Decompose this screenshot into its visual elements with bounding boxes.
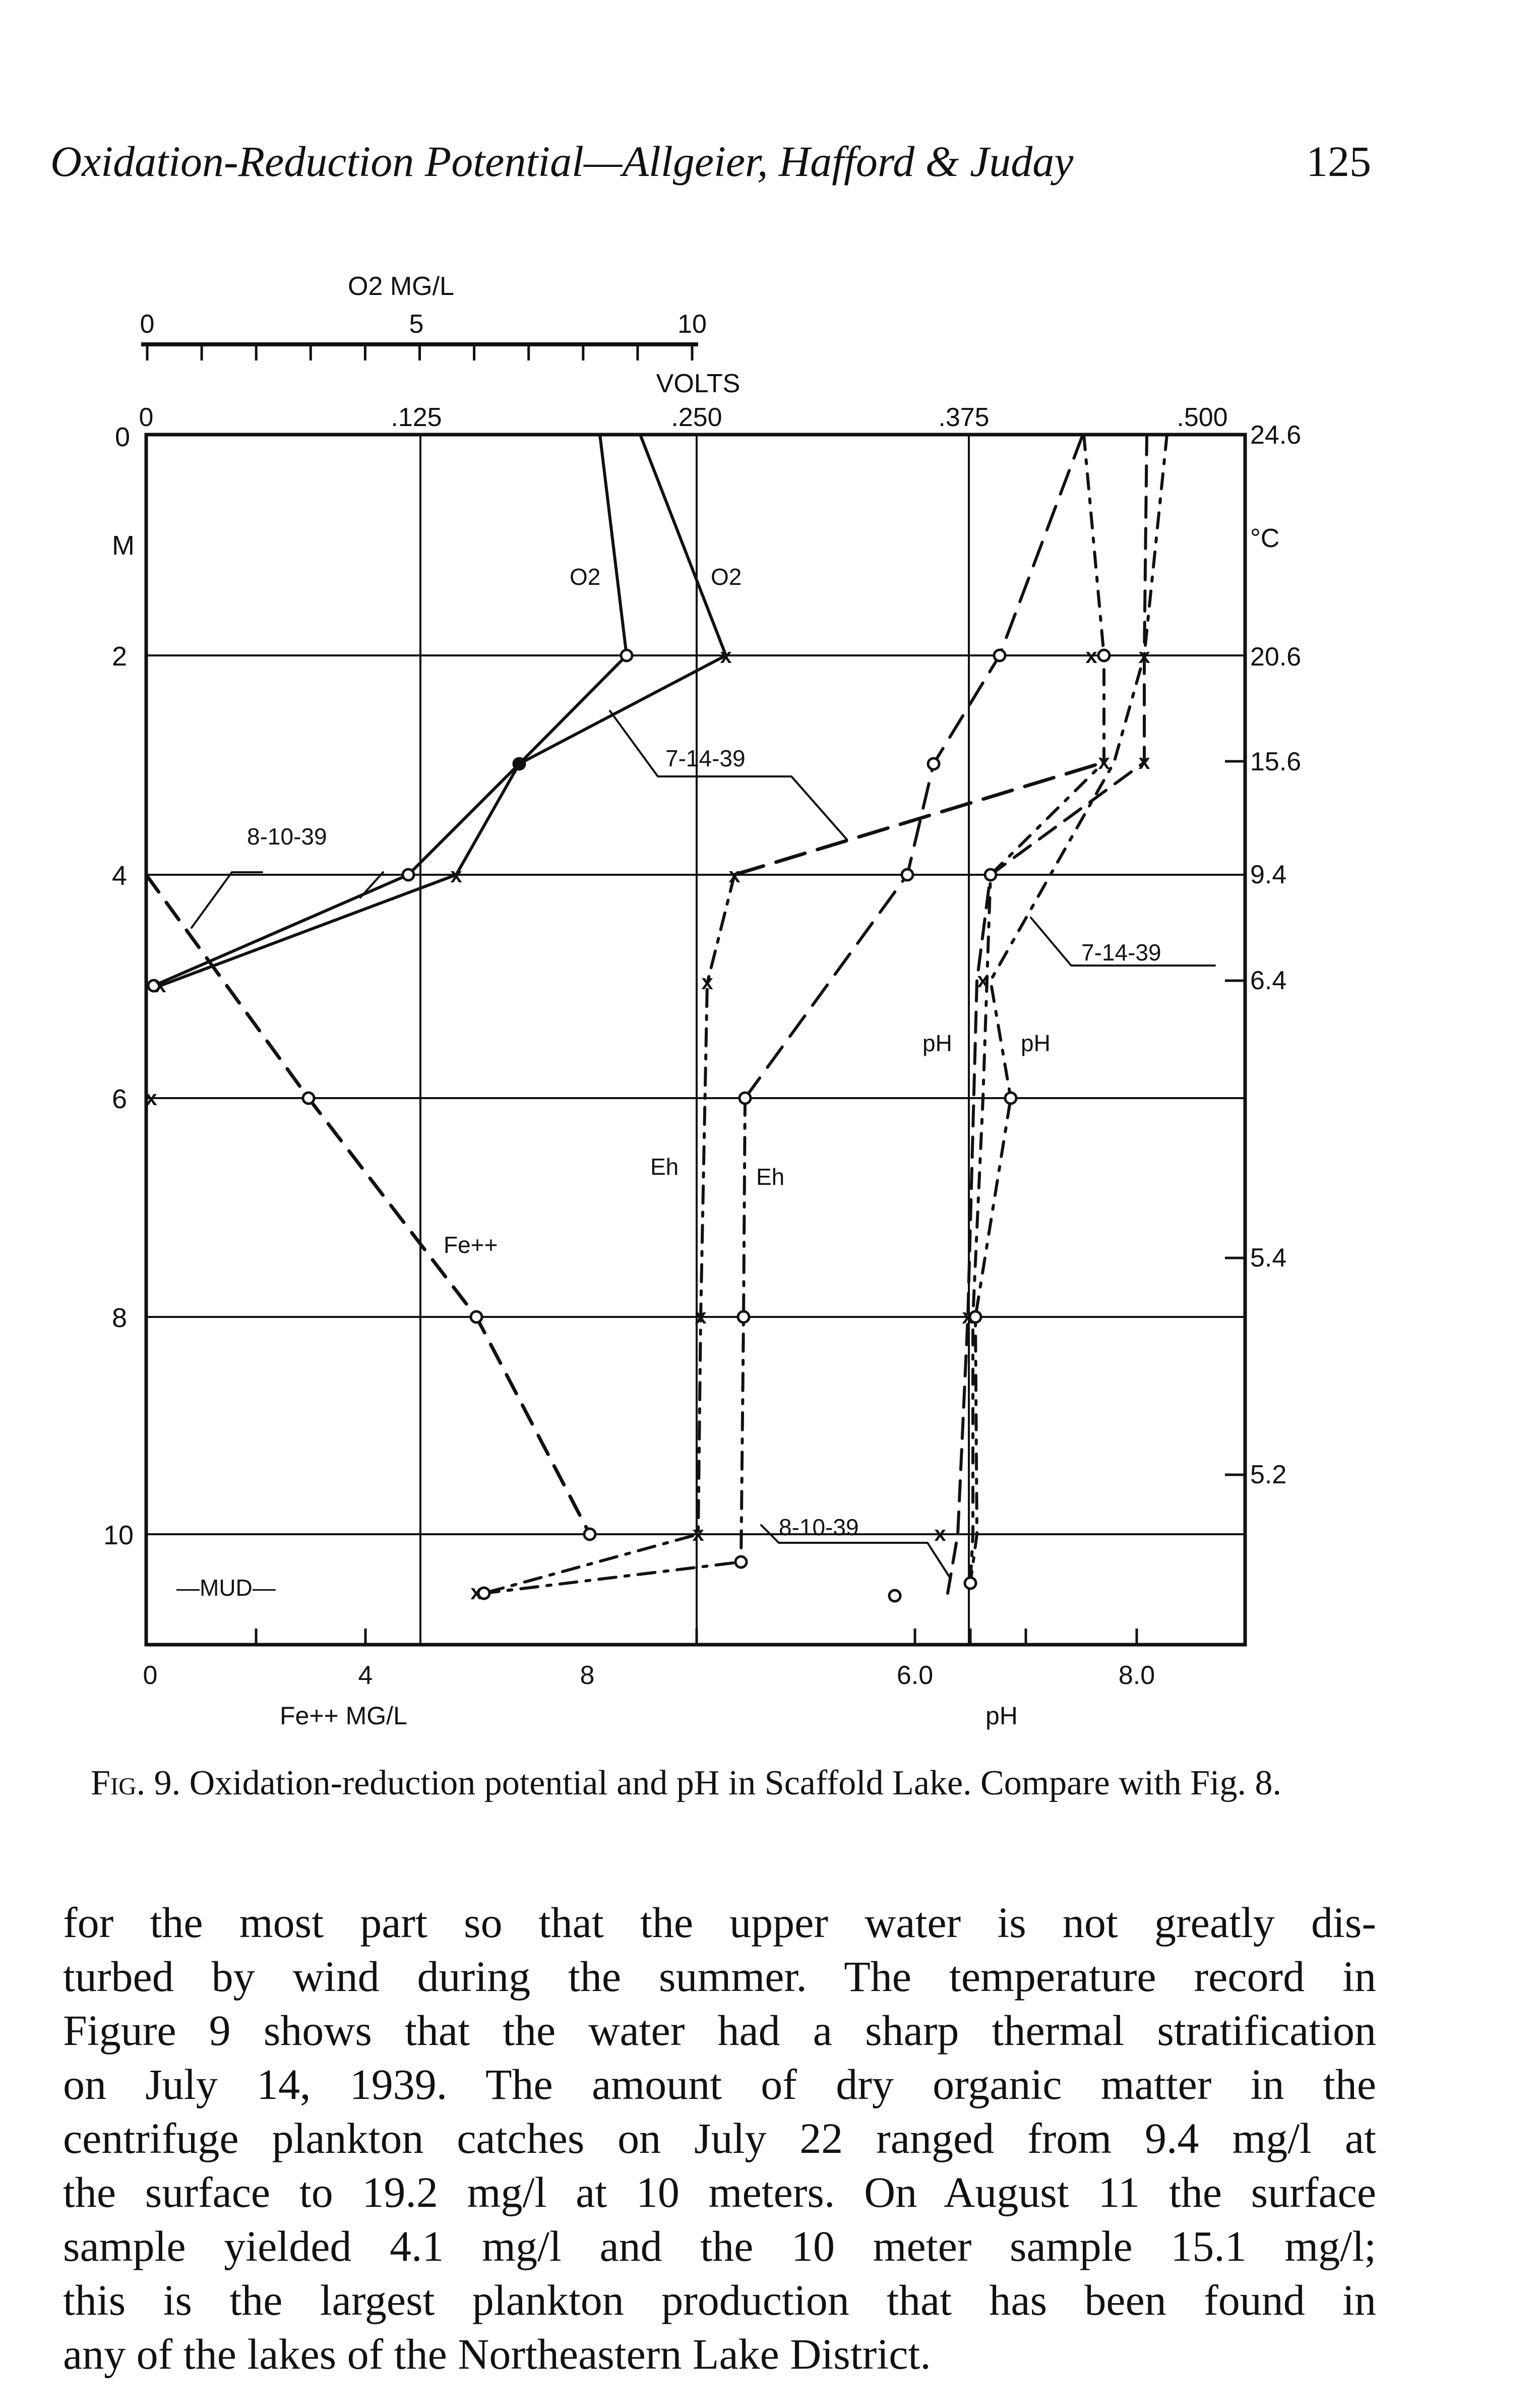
label-ph-left: pH <box>922 1030 952 1056</box>
marker-x: x <box>692 1522 704 1545</box>
marker-x: x <box>470 1580 482 1604</box>
leader-7-14-39-upper <box>610 711 847 839</box>
body-line: Figure 9 shows that the water had a sharp thermal stratification <box>63 2006 1376 2055</box>
marker-o <box>735 1556 747 1568</box>
volts-tick-125: .125 <box>391 403 442 432</box>
temp-5-2: 5.2 <box>1250 1460 1287 1489</box>
body-paragraph <box>63 1896 1376 2381</box>
marker-o <box>471 1311 482 1322</box>
caption-text: Oxidation-reduction potential and pH in Scaffold Lake. Compare with Fig. 8. <box>189 1764 1281 1802</box>
label-date-july-upper: 7-14-39 <box>665 745 746 771</box>
marker-x: x <box>145 1086 157 1110</box>
temp-unit: °C <box>1250 524 1280 553</box>
label-eh-left: Eh <box>650 1154 679 1180</box>
volts-tick-375: .375 <box>938 403 990 432</box>
volts-label: VOLTS <box>656 369 741 398</box>
label-mud: —MUD— <box>176 1575 276 1601</box>
o2-tick-5: 5 <box>409 310 424 339</box>
marker-o <box>928 758 939 769</box>
o2-curve-july <box>154 435 627 986</box>
marker-o <box>889 1590 900 1601</box>
fe-tick-0: 0 <box>143 1661 158 1690</box>
marker-o <box>403 869 414 880</box>
label-date-aug-upper: 8-10-39 <box>247 823 327 850</box>
o2-curve-august <box>160 435 726 986</box>
o2-scale-label: O2 MG/L <box>348 272 454 301</box>
fe-tick-8: 8 <box>580 1661 595 1690</box>
body-line: turbed by wind during the summer. The temperature record in <box>63 1952 1376 2001</box>
marker-o <box>738 1311 749 1322</box>
fe-scale-label: Fe++ MG/L <box>280 1702 407 1730</box>
depth-tick-10: 10 <box>103 1520 134 1550</box>
marker-x: x <box>962 1304 974 1328</box>
leader-8-10-39-upper <box>192 872 262 928</box>
ph-curve-july <box>970 435 1104 1583</box>
page-number: 125 <box>1306 137 1371 186</box>
label-eh-right: Eh <box>756 1164 785 1190</box>
o2-scale-ticks <box>147 344 692 360</box>
marker-x: x <box>1138 750 1150 773</box>
marker-o <box>965 1578 976 1589</box>
marker-x: x <box>1085 644 1097 668</box>
marker-x: x <box>977 968 989 992</box>
plot-frame <box>146 435 1245 1645</box>
x-markers <box>145 644 1150 1604</box>
body-line: centrifuge plankton catches on July 22 ranged from 9.4 mg/l at <box>63 2114 1376 2162</box>
marker-x: x <box>720 644 732 668</box>
marker-x: x <box>701 970 713 994</box>
marker-x: x <box>934 1522 946 1545</box>
temp-15-6: 15.6 <box>1250 747 1302 776</box>
marker-o <box>902 869 913 880</box>
running-title: Oxidation-Reduction Potential—Allgeier, Hafford & Juday <box>50 137 1074 186</box>
volts-tick-0: 0 <box>139 403 154 432</box>
depth-tick-8: 8 <box>112 1303 128 1333</box>
marker-o <box>1098 650 1110 661</box>
curves <box>146 435 1215 1593</box>
body-line: sample yielded 4.1 mg/l and the 10 meter sample 15.1 mg/l; <box>63 2222 1376 2270</box>
marker-o <box>740 1093 751 1104</box>
curve-dashed-upper <box>745 435 1083 1098</box>
marker-o <box>994 650 1005 661</box>
body-line: on July 14, 1939. The amount of dry organic matter in the <box>63 2060 1376 2109</box>
label-fe: Fe++ <box>444 1232 498 1258</box>
eh-curve-august <box>484 1098 745 1593</box>
depth-tick-6: 6 <box>112 1084 128 1114</box>
volts-tick-250: .250 <box>671 403 722 432</box>
depth-axis <box>103 422 135 1550</box>
marker-x: x <box>1138 644 1150 668</box>
fe-tick-4: 4 <box>358 1661 373 1690</box>
temp-9-4: 9.4 <box>1250 860 1287 889</box>
label-o2-right: O2 <box>711 564 742 590</box>
figure-caption <box>91 1762 1371 1804</box>
marker-x: x <box>695 1304 707 1328</box>
marker-x: x <box>450 863 462 887</box>
label-ph-right: pH <box>1021 1030 1051 1056</box>
annotations <box>176 564 1161 1601</box>
marker-x: x <box>728 863 741 887</box>
ph-tick-8: 8.0 <box>1118 1661 1155 1690</box>
body-line: for the most part so that the upper water is not greatly dis- <box>63 1898 1376 1947</box>
fe-scale-ticks <box>256 1629 1137 1645</box>
depth-tick-2: 2 <box>112 641 128 672</box>
volts-tick-500: .500 <box>1177 403 1228 432</box>
label-o2-left: O2 <box>570 564 601 590</box>
ph-tick-6: 6.0 <box>896 1661 934 1690</box>
ph-scale-label: pH <box>985 1702 1018 1730</box>
body-line: the surface to 19.2 mg/l at 10 meters. On August 11 the surface <box>63 2168 1376 2216</box>
o2-tick-10: 10 <box>677 310 707 339</box>
marker-o <box>621 650 632 661</box>
volts-scale <box>139 369 1228 432</box>
label-date-aug-bottom: 8-10-39 <box>779 1514 859 1540</box>
o2-tick-0: 0 <box>140 310 155 339</box>
marker-o <box>1005 1093 1016 1104</box>
temperature-scale <box>1225 420 1301 1489</box>
marker-o <box>303 1093 314 1104</box>
marker-x: x <box>154 973 166 997</box>
temp-24-6: 24.6 <box>1250 420 1302 450</box>
temp-20-6: 20.6 <box>1250 642 1302 672</box>
marker-dot <box>514 758 525 769</box>
depth-tick-0: 0 <box>115 422 131 452</box>
body-line: any of the lakes of the Northeastern Lake District. <box>63 2330 931 2378</box>
leader-8-10-39-upper-b <box>360 872 383 897</box>
ph-curve-august <box>970 435 1167 1583</box>
marker-o <box>584 1529 595 1540</box>
caption-label: Fig. 9. <box>91 1764 181 1802</box>
depth-unit: M <box>112 530 135 561</box>
markers <box>148 650 1110 1601</box>
o2-scale <box>140 272 707 360</box>
body-line: this is the largest plankton production that has been found in <box>63 2276 1376 2324</box>
marker-x: x <box>1098 750 1110 773</box>
temp-6-4: 6.4 <box>1250 966 1287 995</box>
fe-curve <box>146 875 590 1534</box>
temp-5-4: 5.4 <box>1250 1243 1287 1273</box>
marker-o <box>985 869 996 880</box>
label-date-july-right: 7-14-39 <box>1081 939 1161 966</box>
depth-tick-4: 4 <box>112 861 128 891</box>
